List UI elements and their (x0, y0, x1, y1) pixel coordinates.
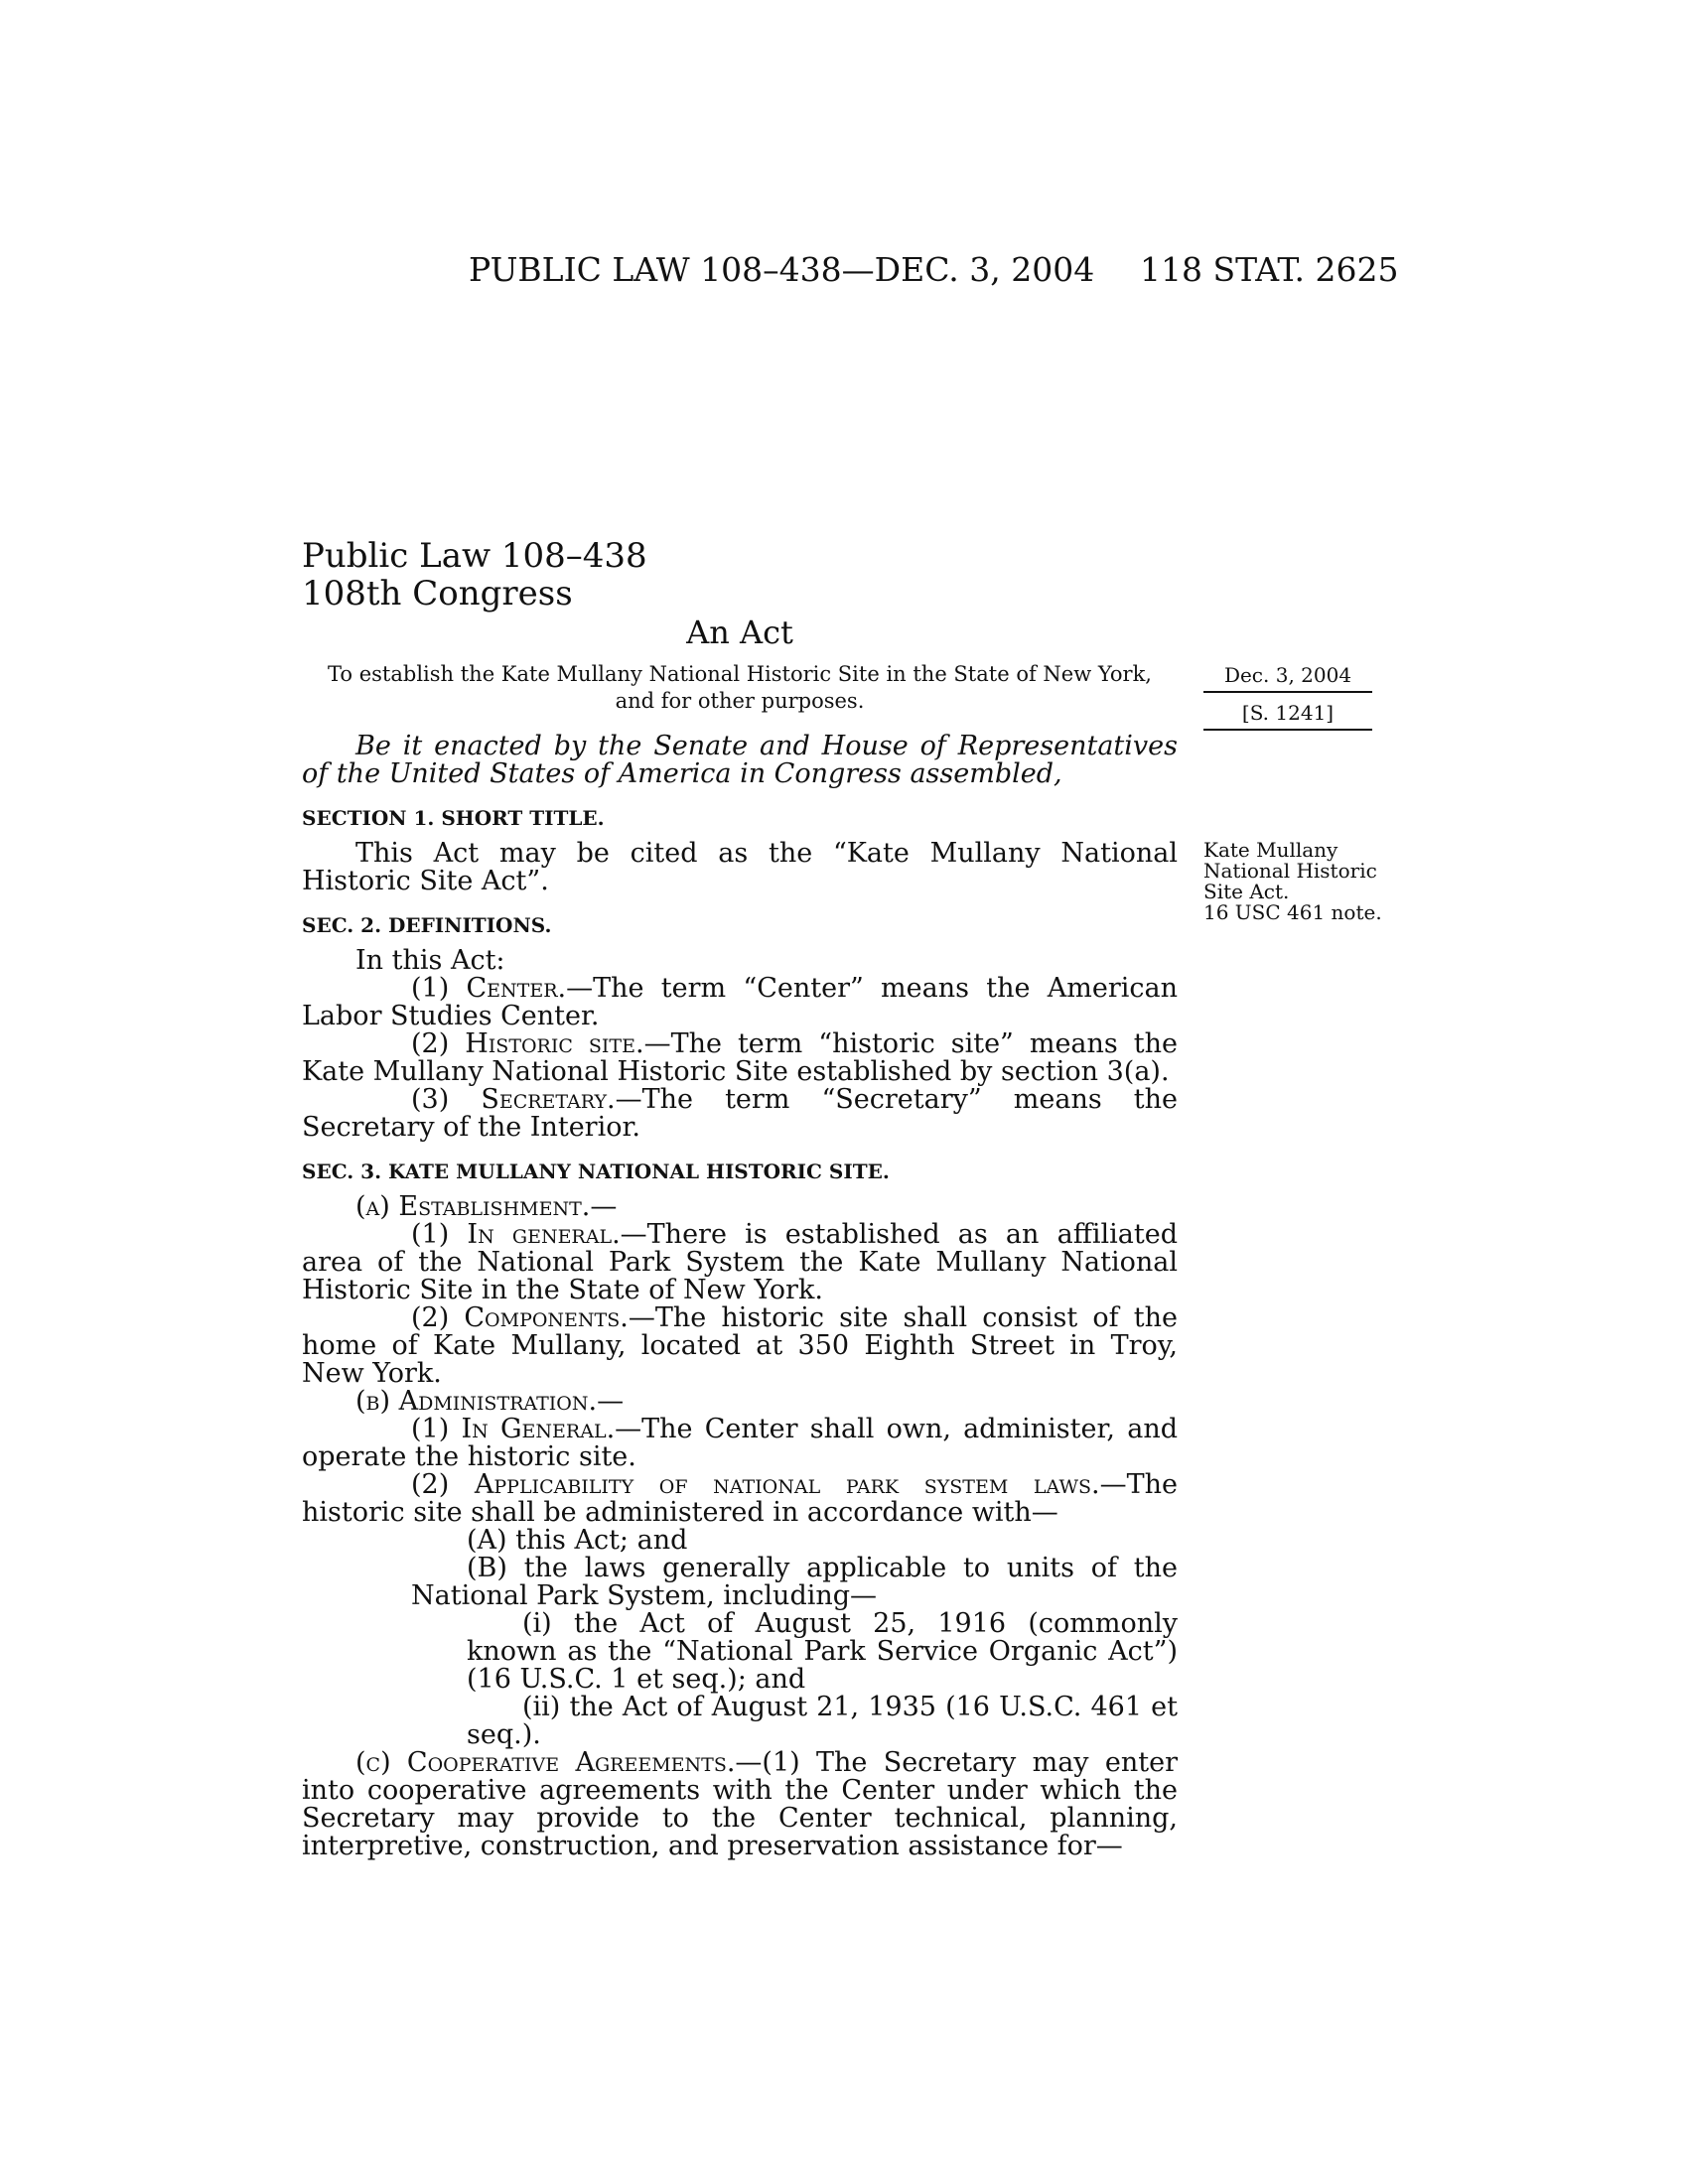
subsection-label: (a) Establishment. (355, 1191, 591, 1222)
section-3-heading: SEC. 3. KATE MULLANY NATIONAL HISTORIC SITE. (302, 1160, 890, 1183)
margin-note-line: National Historic (1203, 859, 1377, 883)
subsection-c (302, 1749, 1178, 1860)
definition-historic-site (302, 1030, 1178, 1086)
paragraph-b2 (302, 1471, 1178, 1527)
clause-b2A: (A) this Act; and (467, 1525, 688, 1556)
margin-note-line: 16 USC 461 note. (1203, 900, 1382, 924)
subsection-label: (c) Cooperative Agreements. (355, 1747, 736, 1778)
margin-note-line: Site Act. (1203, 880, 1290, 903)
paragraph-label: (2) Applicability of national park system laws. (411, 1469, 1100, 1500)
definition-label: (3) Secretary. (411, 1084, 616, 1115)
subsection-b (302, 1388, 1178, 1416)
running-head-left: PUBLIC LAW 108–438—DEC. 3, 2004 (469, 250, 1095, 289)
margin-note-citation (1203, 840, 1402, 923)
margin-note-line: Kate Mullany (1203, 838, 1338, 862)
clause-b2B: (B) the laws generally applicable to units of the National Park System, including— (411, 1553, 1178, 1611)
subsection-text: —(1) The Secretary may enter into cooperative agreements with the Center under which the Secretary may provide to the Center technical, planning, interpretive, construction, and preservation assistance for— (302, 1747, 1178, 1861)
definition-secretary (302, 1086, 1178, 1142)
section-1-heading: SECTION 1. SHORT TITLE. (302, 806, 605, 830)
margin-note-bill: [S. 1241] (1203, 701, 1372, 731)
clause-b2Bi: (i) the Act of August 25, 1916 (commonly known as the “National Park Service Organic Act”) (16 U.S.C. 1 et seq.); and (467, 1608, 1178, 1695)
paragraph-label: (2) Components. (411, 1302, 629, 1333)
act-body (302, 733, 1178, 1860)
subsection-dash: — (590, 1191, 618, 1222)
subsection-dash: — (597, 1386, 625, 1417)
margin-note-date: Dec. 3, 2004 (1203, 663, 1372, 693)
paragraph-text: —The historic site shall be administered in accordance with— (302, 1469, 1178, 1528)
law-title: Public Law 108–438 (302, 536, 647, 576)
subsection-label: (b) Administration. (355, 1386, 598, 1417)
paragraph-text: —The historic site shall consist of the home of Kate Mullany, located at 350 Eighth Street in Troy, New York. (302, 1302, 1178, 1389)
definition-label: (2) Historic site. (411, 1028, 644, 1059)
paragraph-b1 (302, 1416, 1178, 1471)
clause-b2Bii: (ii) the Act of August 21, 1935 (16 U.S.C. 461 et seq.). (467, 1692, 1178, 1750)
enacting-clause: Be it enacted by the Senate and House of Representatives of the United States of America in Congress assembled, (302, 731, 1178, 789)
paragraph-a2 (302, 1304, 1178, 1388)
paragraph-a1 (302, 1221, 1178, 1304)
act-purpose: To establish the Kate Mullany National Historic Site in the State of New York, and for other purposes. (328, 662, 1152, 713)
paragraph-label: (1) In General. (411, 1414, 616, 1444)
definition-text: —The term “Secretary” means the Secretary of the Interior. (302, 1084, 1178, 1143)
paragraph-label: (1) In general. (411, 1219, 621, 1250)
section-1-text: This Act may be cited as the “Kate Mullany National Historic Site Act”. (302, 838, 1178, 896)
definition-text: —The term “Center” means the American Labor Studies Center. (302, 973, 1178, 1031)
definition-center (302, 975, 1178, 1030)
definition-text: —The term “historic site” means the Kate Mullany National Historic Site established by section 3(a). (302, 1028, 1178, 1087)
act-title: An Act (686, 614, 793, 651)
section-2-intro: In this Act: (355, 945, 505, 976)
paragraph-text: —There is established as an affiliated area of the National Park System the Kate Mullany National Historic Site in the State of New York. (302, 1219, 1178, 1305)
definition-label: (1) Center. (411, 973, 567, 1004)
running-head-right: 118 STAT. 2625 (1140, 250, 1399, 289)
section-2-heading: SEC. 2. DEFINITIONS. (302, 913, 552, 937)
paragraph-text: —The Center shall own, administer, and operate the historic site. (302, 1414, 1178, 1472)
subsection-a (302, 1193, 1178, 1221)
congress-label: 108th Congress (302, 574, 573, 614)
